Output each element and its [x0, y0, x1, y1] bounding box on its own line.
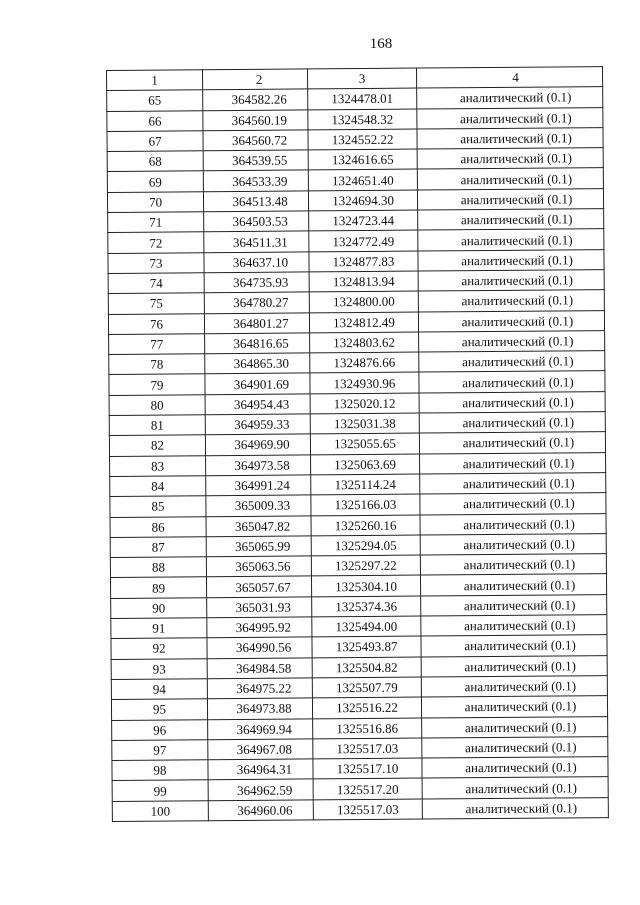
coordinates-table	[106, 66, 609, 822]
y-coordinate-cell: 1325294.05	[311, 535, 420, 556]
x-coordinate-cell: 364511.31	[204, 231, 309, 252]
method-cell: аналитический (0.1)	[418, 209, 604, 231]
method-cell: аналитический (0.1)	[420, 554, 606, 576]
point-number-cell: 73	[108, 252, 204, 273]
method-cell: аналитический (0.1)	[422, 736, 608, 758]
y-coordinate-cell: 1325516.86	[313, 718, 422, 739]
x-coordinate-cell: 364901.69	[205, 373, 310, 394]
y-coordinate-cell: 1324812.49	[309, 312, 418, 333]
x-coordinate-cell: 364984.58	[207, 658, 312, 679]
y-coordinate-cell: 1325304.10	[311, 575, 420, 596]
y-coordinate-cell: 1324723.44	[309, 210, 418, 231]
point-number-cell: 91	[111, 618, 207, 639]
method-cell: аналитический (0.1)	[421, 594, 607, 616]
x-coordinate-cell: 365063.56	[206, 556, 311, 577]
x-coordinate-cell: 365047.82	[206, 515, 311, 536]
x-coordinate-cell: 364991.24	[206, 475, 311, 496]
x-coordinate-cell: 364964.31	[208, 759, 313, 780]
method-cell: аналитический (0.1)	[419, 351, 605, 373]
point-number-cell: 86	[110, 516, 206, 537]
method-cell: аналитический (0.1)	[417, 148, 603, 170]
x-coordinate-cell: 364735.93	[204, 272, 309, 293]
point-number-cell: 76	[108, 313, 204, 334]
point-number-cell: 85	[110, 496, 206, 517]
y-coordinate-cell: 1324478.01	[308, 88, 417, 109]
method-cell: аналитический (0.1)	[421, 615, 607, 637]
method-cell: аналитический (0.1)	[418, 249, 604, 271]
x-coordinate-cell: 364865.30	[205, 353, 310, 374]
x-coordinate-cell: 364560.72	[203, 130, 308, 151]
point-number-cell: 94	[111, 679, 207, 700]
x-coordinate-cell: 364780.27	[204, 292, 309, 313]
point-number-cell: 74	[108, 273, 204, 294]
point-number-cell: 65	[107, 90, 203, 111]
y-coordinate-cell: 1325507.79	[312, 677, 421, 698]
method-cell: аналитический (0.1)	[417, 87, 603, 109]
x-coordinate-cell: 364533.39	[203, 170, 308, 191]
y-coordinate-cell: 1325374.36	[312, 596, 421, 617]
x-coordinate-cell: 365065.99	[206, 536, 311, 557]
point-number-cell: 75	[108, 293, 204, 314]
x-coordinate-cell: 364954.43	[205, 394, 310, 415]
method-cell: аналитический (0.1)	[418, 229, 604, 251]
y-coordinate-cell: 1324876.66	[310, 352, 419, 373]
method-cell: аналитический (0.1)	[417, 127, 603, 149]
method-cell: аналитический (0.1)	[419, 391, 605, 413]
point-number-cell: 71	[108, 212, 204, 233]
method-cell: аналитический (0.1)	[421, 655, 607, 677]
y-coordinate-cell: 1325063.69	[311, 454, 420, 475]
method-cell: аналитический (0.1)	[422, 777, 608, 799]
point-number-cell: 83	[110, 455, 206, 476]
method-cell: аналитический (0.1)	[417, 188, 603, 210]
method-cell: аналитический (0.1)	[419, 412, 605, 434]
x-coordinate-cell: 364503.53	[204, 211, 309, 232]
x-coordinate-cell: 364539.55	[203, 150, 308, 171]
point-number-cell: 92	[111, 638, 207, 659]
x-coordinate-cell: 364990.56	[207, 637, 312, 658]
method-cell: аналитический (0.1)	[417, 107, 603, 129]
point-number-cell: 98	[112, 760, 208, 781]
y-coordinate-cell: 1325297.22	[311, 555, 420, 576]
y-coordinate-cell: 1324552.22	[308, 129, 417, 150]
method-cell: аналитический (0.1)	[419, 432, 605, 454]
table-body	[107, 87, 609, 822]
y-coordinate-cell: 1325517.20	[313, 778, 422, 799]
y-coordinate-cell: 1325494.00	[312, 616, 421, 637]
x-coordinate-cell: 364975.22	[207, 678, 312, 699]
y-coordinate-cell: 1325517.10	[313, 758, 422, 779]
point-number-cell: 87	[110, 537, 206, 558]
y-coordinate-cell: 1324651.40	[308, 170, 417, 191]
y-coordinate-cell: 1324803.62	[310, 332, 419, 353]
column-header-3: 3	[307, 68, 416, 89]
method-cell: аналитический (0.1)	[420, 473, 606, 495]
method-cell: аналитический (0.1)	[422, 757, 608, 779]
y-coordinate-cell: 1325020.12	[310, 393, 419, 414]
y-coordinate-cell: 1324772.49	[309, 230, 418, 251]
point-number-cell: 79	[109, 374, 205, 395]
x-coordinate-cell: 365057.67	[206, 576, 311, 597]
y-coordinate-cell: 1325493.87	[312, 636, 421, 657]
x-coordinate-cell: 364637.10	[204, 252, 309, 273]
point-number-cell: 84	[110, 476, 206, 497]
point-number-cell: 95	[111, 699, 207, 720]
y-coordinate-cell: 1325504.82	[312, 657, 421, 678]
method-cell: аналитический (0.1)	[418, 290, 604, 312]
column-header-2: 2	[203, 69, 308, 90]
column-header-4: 4	[416, 67, 602, 89]
point-number-cell: 93	[111, 658, 207, 679]
point-number-cell: 66	[107, 110, 203, 131]
x-coordinate-cell: 364960.06	[208, 800, 313, 821]
point-number-cell: 97	[112, 740, 208, 761]
y-coordinate-cell: 1325114.24	[311, 474, 420, 495]
column-header-1: 1	[107, 70, 203, 91]
page-number: 168	[369, 36, 393, 52]
point-number-cell: 96	[112, 719, 208, 740]
point-number-cell: 78	[109, 354, 205, 375]
x-coordinate-cell: 364801.27	[204, 312, 309, 333]
y-coordinate-cell: 1325517.03	[313, 799, 422, 820]
y-coordinate-cell: 1325516.22	[312, 697, 421, 718]
method-cell: аналитический (0.1)	[419, 371, 605, 393]
x-coordinate-cell: 364995.92	[207, 617, 312, 638]
y-coordinate-cell: 1325055.65	[310, 433, 419, 454]
point-number-cell: 82	[109, 435, 205, 456]
y-coordinate-cell: 1324877.83	[309, 251, 418, 272]
point-number-cell: 80	[109, 394, 205, 415]
method-cell: аналитический (0.1)	[417, 168, 603, 190]
method-cell: аналитический (0.1)	[419, 330, 605, 352]
method-cell: аналитический (0.1)	[418, 310, 604, 332]
table-row	[112, 797, 608, 821]
x-coordinate-cell: 365031.93	[207, 597, 312, 618]
method-cell: аналитический (0.1)	[420, 452, 606, 474]
x-coordinate-cell: 364816.65	[205, 333, 310, 354]
x-coordinate-cell: 364969.90	[205, 434, 310, 455]
y-coordinate-cell: 1324616.65	[308, 149, 417, 170]
point-number-cell: 90	[111, 597, 207, 618]
y-coordinate-cell: 1325031.38	[310, 413, 419, 434]
point-number-cell: 89	[110, 577, 206, 598]
point-number-cell: 68	[107, 151, 203, 172]
method-cell: аналитический (0.1)	[422, 716, 608, 738]
y-coordinate-cell: 1325166.03	[311, 494, 420, 515]
x-coordinate-cell: 364973.88	[207, 698, 312, 719]
method-cell: аналитический (0.1)	[421, 675, 607, 697]
x-coordinate-cell: 364967.08	[208, 739, 313, 760]
method-cell: аналитический (0.1)	[422, 797, 608, 819]
x-coordinate-cell: 364973.58	[206, 455, 311, 476]
point-number-cell: 67	[107, 131, 203, 152]
x-coordinate-cell: 364969.94	[208, 718, 313, 739]
point-number-cell: 88	[110, 557, 206, 578]
point-number-cell: 81	[109, 415, 205, 436]
y-coordinate-cell: 1325260.16	[311, 515, 420, 536]
x-coordinate-cell: 365009.33	[206, 495, 311, 516]
point-number-cell: 69	[107, 171, 203, 192]
x-coordinate-cell: 364962.59	[208, 779, 313, 800]
y-coordinate-cell: 1324694.30	[308, 190, 417, 211]
y-coordinate-cell: 1324930.96	[310, 373, 419, 394]
y-coordinate-cell: 1324813.94	[309, 271, 418, 292]
x-coordinate-cell: 364513.48	[203, 191, 308, 212]
method-cell: аналитический (0.1)	[421, 696, 607, 718]
x-coordinate-cell: 364560.19	[203, 110, 308, 131]
y-coordinate-cell: 1324800.00	[309, 291, 418, 312]
x-coordinate-cell: 364959.33	[205, 414, 310, 435]
method-cell: аналитический (0.1)	[420, 493, 606, 515]
point-number-cell: 72	[108, 232, 204, 253]
method-cell: аналитический (0.1)	[418, 270, 604, 292]
point-number-cell: 77	[109, 334, 205, 355]
x-coordinate-cell: 364582.26	[203, 89, 308, 110]
method-cell: аналитический (0.1)	[420, 533, 606, 555]
y-coordinate-cell: 1324548.32	[308, 109, 417, 130]
method-cell: аналитический (0.1)	[421, 635, 607, 657]
method-cell: аналитический (0.1)	[420, 574, 606, 596]
point-number-cell: 70	[107, 192, 203, 213]
point-number-cell: 99	[112, 780, 208, 801]
point-number-cell: 100	[112, 800, 208, 821]
method-cell: аналитический (0.1)	[420, 513, 606, 535]
y-coordinate-cell: 1325517.03	[313, 738, 422, 759]
